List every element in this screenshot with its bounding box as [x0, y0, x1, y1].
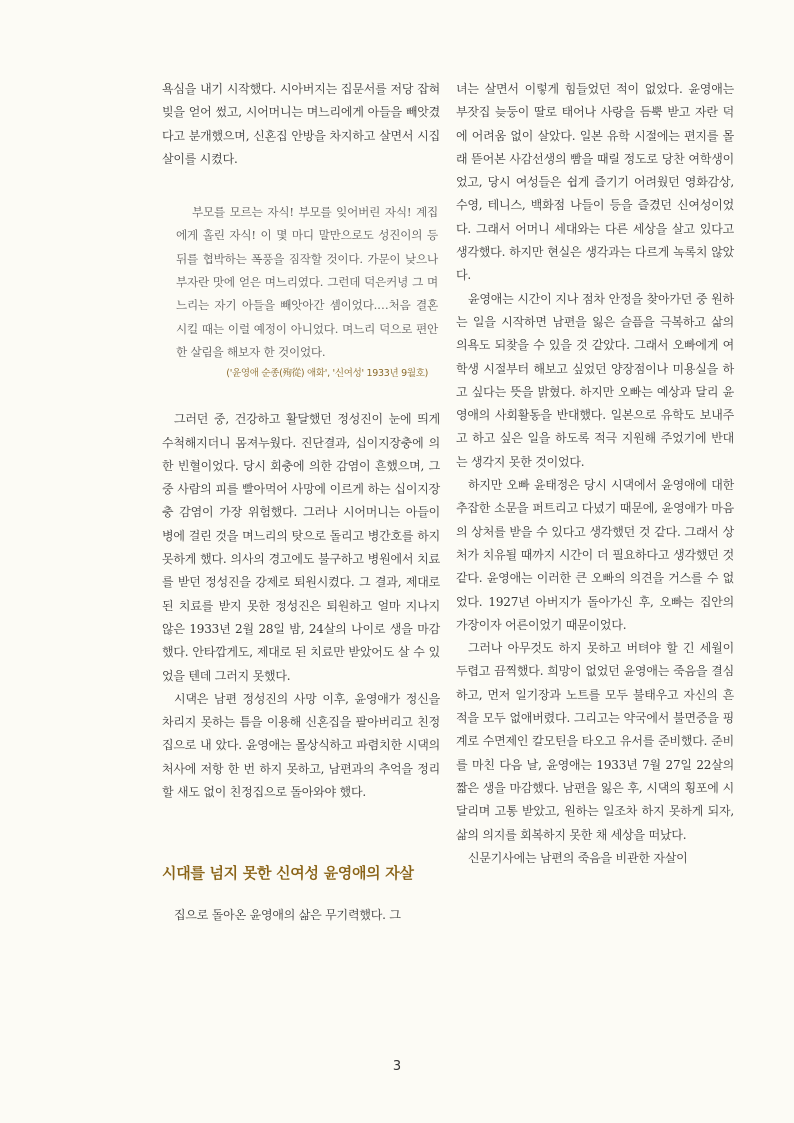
body-paragraph: 그러던 중, 건강하고 활달했던 정성진이 눈에 띄게 수척해지더니 몸져누웠다. 진단결과, 십이지장충에 의한 빈혈이었다. 당시 회충에 의한 감염이 흔했으며, 그 중 사람의 피를 빨아먹어 사망에 이르게 하는 십이지장충 감염이 가장 위험했다. 그러나 시어머니는 아들이 병에 걸린 것을 며느리의 탓으로 돌리고 병간호를 하지 못하게 했다. 의사의 경고에도 불구하고 병원에서 치료를 받던 정성진을 강제로 퇴원시켰다. 그 결과, 제대로 된 치료를 받지 못한 정성진은 퇴원하고 얼마 지나지 않은 1933년 2월 28일 밤, 24살의 나이로 생을 마감했다. 안타깝게도, 제대로 된 치료만 받았어도 살 수 있었을 텐데 그러지 못했다. [162, 412, 440, 683]
quote-citation: ('윤영애 순종(殉從) 애화', '신여성' 1933년 9월호) [226, 368, 428, 380]
section-heading: 시대를 넘지 못한 신여성 윤영애의 자살 [162, 864, 414, 883]
body-paragraph: 그러나 아무것도 하지 못하고 버텨야 할 긴 세월이 두렵고 끔찍했다. 희망이 없었던 윤영애는 죽음을 결심하고, 먼저 일기장과 노트를 모두 불태우고 자신의 흔적을 모두 없애버렸다. 그리고는 약국에서 불면증을 핑계로 수면제인 칼모틴을 타오고 유서를 준비했다. 준비를 마친 다음 날, 윤영애는 1933년 7월 27일 22살의 짧은 생을 마감했다. 남편을 잃은 후, 시댁의 횡포에 시달리며 고통 받았고, 원하는 일조차 하지 못하게 되자, 삶의 의지를 회복하지 못한 채 세상을 떠났다. [456, 641, 734, 842]
page-number: 3 [392, 1059, 402, 1074]
body-paragraph: 윤영애는 시간이 지나 점차 안정을 찾아가던 중 원하는 일을 시작하면 남편을 잃은 슬픔을 극복하고 삶의 의욕도 되찾을 수 있을 것 같았다. 그래서 오빠에게 여학생 시절부터 해보고 싶었던 양장점이나 미용실을 하고 싶다는 뜻을 밝혔다. 하지만 오빠는 예상과 달리 윤영애의 사회활동을 반대했다. 일본으로 유학도 보내주고 하고 싶은 일을 하도록 적극 지원해 주었기에 반대는 생각지 못한 것이었다. [456, 291, 734, 469]
quote-text: 부모를 모르는 자식! 부모를 잊어버린 자식! 계집에게 홀린 자식! 이 몇 마디 말만으로도 성진이의 등 뒤를 협박하는 폭풍을 짐작할 것이다. 가문이 낮으나 부자란 맛에 얻은 며느리였다. 그런데 덕은커녕 그 며느리는 자기 아들을 빼앗아간 셈이었다.…처음 결혼시킬 때는 이럴 예정이 아니었다. 며느리 덕으로 편안한 살림을 해보자 한 것이었다. [176, 205, 438, 359]
body-paragraph: 녀는 살면서 이렇게 힘들었던 적이 없었다. 윤영애는 부잣집 늦둥이 딸로 태어나 사랑을 듬뿍 받고 자란 덕에 어려움 없이 살았다. 일본 유학 시절에는 편지를 몰래 뜯어본 사감선생의 빰을 때릴 정도로 당찬 여학생이었고, 당시 여성들은 쉽게 즐기기 어려웠던 영화감상, 수영, 테니스, 백화점 나들이 등을 즐겼던 신여성이었다. 그래서 어머니 세대와는 다른 세상을 살고 있다고 생각했다. 하지만 현실은 생각과는 다르게 녹록치 않았다. [456, 82, 734, 283]
body-paragraph: 하지만 오빠 윤태정은 당시 시댁에서 윤영애에 대한 추잡한 소문을 퍼트리고 다녔기 때문에, 윤영애가 마음의 상처를 받을 수 있다고 생각했던 것 같다. 그래서 상처가 치유될 때까지 시간이 더 필요하다고 생각했던 것 같다. 윤영애는 이러한 큰 오빠의 의견을 거스를 수 없었다. 1927년 아버지가 돌아가신 후, 오빠는 집안의 가장이자 어른이었기 때문이었다. [456, 478, 734, 632]
right-column [456, 78, 734, 870]
body-paragraph: 신문기사에는 남편의 죽음을 비관한 자살이 [468, 850, 688, 865]
body-paragraph: 집으로 돌아온 윤영애의 삶은 무기력했다. 그 [174, 908, 401, 923]
left-column [162, 78, 440, 928]
block-quote [162, 201, 440, 364]
body-paragraph: 욕심을 내기 시작했다. 시아버지는 집문서를 저당 잡혀 빚을 얻어 썼고, 시어머니는 며느리에게 아들을 빼앗겼다고 분개했으며, 신혼집 안방을 차지하고 살면서 시집살이를 시켰다. [162, 82, 440, 166]
body-paragraph: 시댁은 남편 정성진의 사망 이후, 윤영애가 정신을 차리지 못하는 틈을 이용해 신혼집을 팔아버리고 친정집으로 내 았다. 윤영애는 몰상식하고 파렴치한 시댁의 처사에 저항 한 번 하지 못하고, 남편과의 추억을 정리할 새도 없이 친정집으로 돌아와야 했다. [162, 691, 440, 800]
